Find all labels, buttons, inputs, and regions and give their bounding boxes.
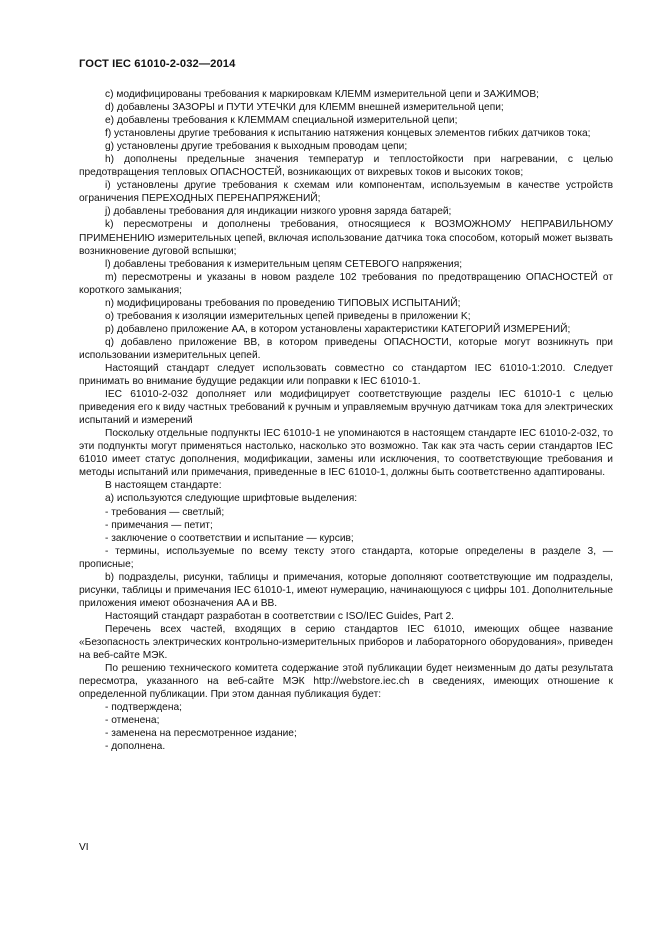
paragraph: - подтверждена;: [105, 702, 182, 714]
paragraph: o) требования к изоляции измерительных цепей приведены в приложении K;: [105, 310, 471, 322]
paragraph: - термины, используемые по всему тексту этого стандарта, которые определены в разделе 3, — прописные;: [79, 545, 613, 570]
paragraph: - требования — светлый;: [105, 506, 225, 518]
paragraph: k) пересмотрены и дополнены требования, относящиеся к ВОЗМОЖНОМУ НЕПРАВИЛЬНОМУ ПРИМЕНЕНИЮ измерительных цепей, включая использование датчика тока способом, который может вызвать возникновение дуговой вспышки;: [79, 219, 613, 257]
paragraph: - заключение о соответствии и испытание — курсив;: [105, 532, 354, 544]
paragraph: Настоящий стандарт следует использовать совместно со стандартом IEC 61010-1:2010. Следует принимать во внимание будущие редакции или поправки к IEC 61010-1.: [79, 362, 613, 388]
document-body: [79, 88, 613, 753]
paragraph: c) модифицированы требования к маркировкам КЛЕММ измерительной цепи и ЗАЖИМОВ;: [105, 89, 539, 100]
paragraph: d) добавлены ЗАЗОРЫ и ПУТИ УТЕЧКИ для КЛЕММ внешней измерительной цепи;: [105, 102, 504, 114]
paragraph: g) установлены другие требования к выходным проводам цепи;: [105, 141, 408, 153]
paragraph: - отменена;: [105, 715, 160, 727]
paragraph: p) добавлено приложение AA, в котором установлены характеристики КАТЕГОРИЙ ИЗМЕРЕНИЙ;: [105, 323, 571, 335]
paragraph: b) подразделы, рисунки, таблицы и примечания, которые дополняют соответствующие им подразделы, рисунки, таблицы и примечания IEC 61010-1, имеют нумерацию, начинающуюся с цифры 101. Дополнительные приложения имеют обозначения AA и BB.: [79, 571, 613, 609]
paragraph: - заменена на пересмотренное издание;: [105, 728, 297, 740]
paragraph: Поскольку отдельные подпункты IEC 61010-1 не упоминаются в настоящем стандарте IEC 61010-2-032, то эти подпункты могут применяться настолько, насколько это возможно. Так как эта часть серии стандартов IEC 61010 имеет статус дополнения, модификации, замены или исключения, то соответствующие требования и методы испытаний или примечания, приведенные в IEC 61010-1, должны быть соответственно адаптированы.: [79, 428, 613, 479]
paragraph: l) добавлены требования к измерительным цепям СЕТЕВОГО напряжения;: [105, 258, 463, 270]
paragraph: По решению технического комитета содержание этой публикации будет неизменным до даты результата пересмотра, указанного на веб-сайте МЭК http://webstore.iec.ch в сведениях, имеющих отношение к определенной публикации. При этом данная публикация будет:: [79, 663, 613, 701]
paragraph: - примечания — петит;: [105, 519, 213, 531]
paragraph: f) установлены другие требования к испытанию натяжения концевых элементов гибких датчиков тока;: [105, 128, 591, 140]
paragraph: a) используются следующие шрифтовые выделения:: [105, 493, 358, 505]
paragraph: j) добавлены требования для индикации низкого уровня заряда батарей;: [105, 206, 452, 218]
paragraph: Настоящий стандарт разработан в соответствии с ISO/IEC Guides, Part 2.: [105, 610, 454, 622]
paragraph: - дополнена.: [105, 741, 166, 753]
paragraph: e) добавлены требования к КЛЕММАМ специальной измерительной цепи;: [105, 115, 458, 127]
document-header: ГОСТ IEC 61010-2-032—2014: [79, 58, 236, 70]
paragraph: Перечень всех частей, входящих в серию стандартов IEC 61010, имеющих общее название «Безопасность электрических контрольно-измерительных приборов и лабораторного оборудования», приведен на веб-сайте МЭК.: [79, 623, 613, 662]
paragraph: h) дополнены предельные значения температур и теплостойкости при нагревании, с целью предотвращения тепловых ОПАСНОСТЕЙ, возникающих от вихревых токов и высоких токов;: [79, 154, 613, 179]
page-number: VI: [79, 842, 89, 853]
paragraph: n) модифицированы требования по проведению ТИПОВЫХ ИСПЫТАНИЙ;: [105, 297, 461, 309]
paragraph: m) пересмотрены и указаны в новом разделе 102 требования по предотвращению ОПАСНОСТЕЙ от короткого замыкания;: [79, 271, 613, 296]
paragraph: q) добавлено приложение BB, в котором приведены ОПАСНОСТИ, которые могут возникнуть при использовании измерительных цепей.: [79, 336, 613, 361]
paragraph: IEC 61010-2-032 дополняет или модифицирует соответствующие разделы IEC 61010-1 с целью приведения его к виду частных требований к ручным и управляемым вручную датчикам тока для электрических испытаний и измерений: [79, 389, 613, 427]
paragraph: i) установлены другие требования к схемам или компонентам, используемым в качестве устройств ограничения ПЕРЕХОДНЫХ ПЕРЕНАПРЯЖЕНИЙ;: [79, 180, 613, 205]
paragraph: В настоящем стандарте:: [105, 480, 222, 492]
